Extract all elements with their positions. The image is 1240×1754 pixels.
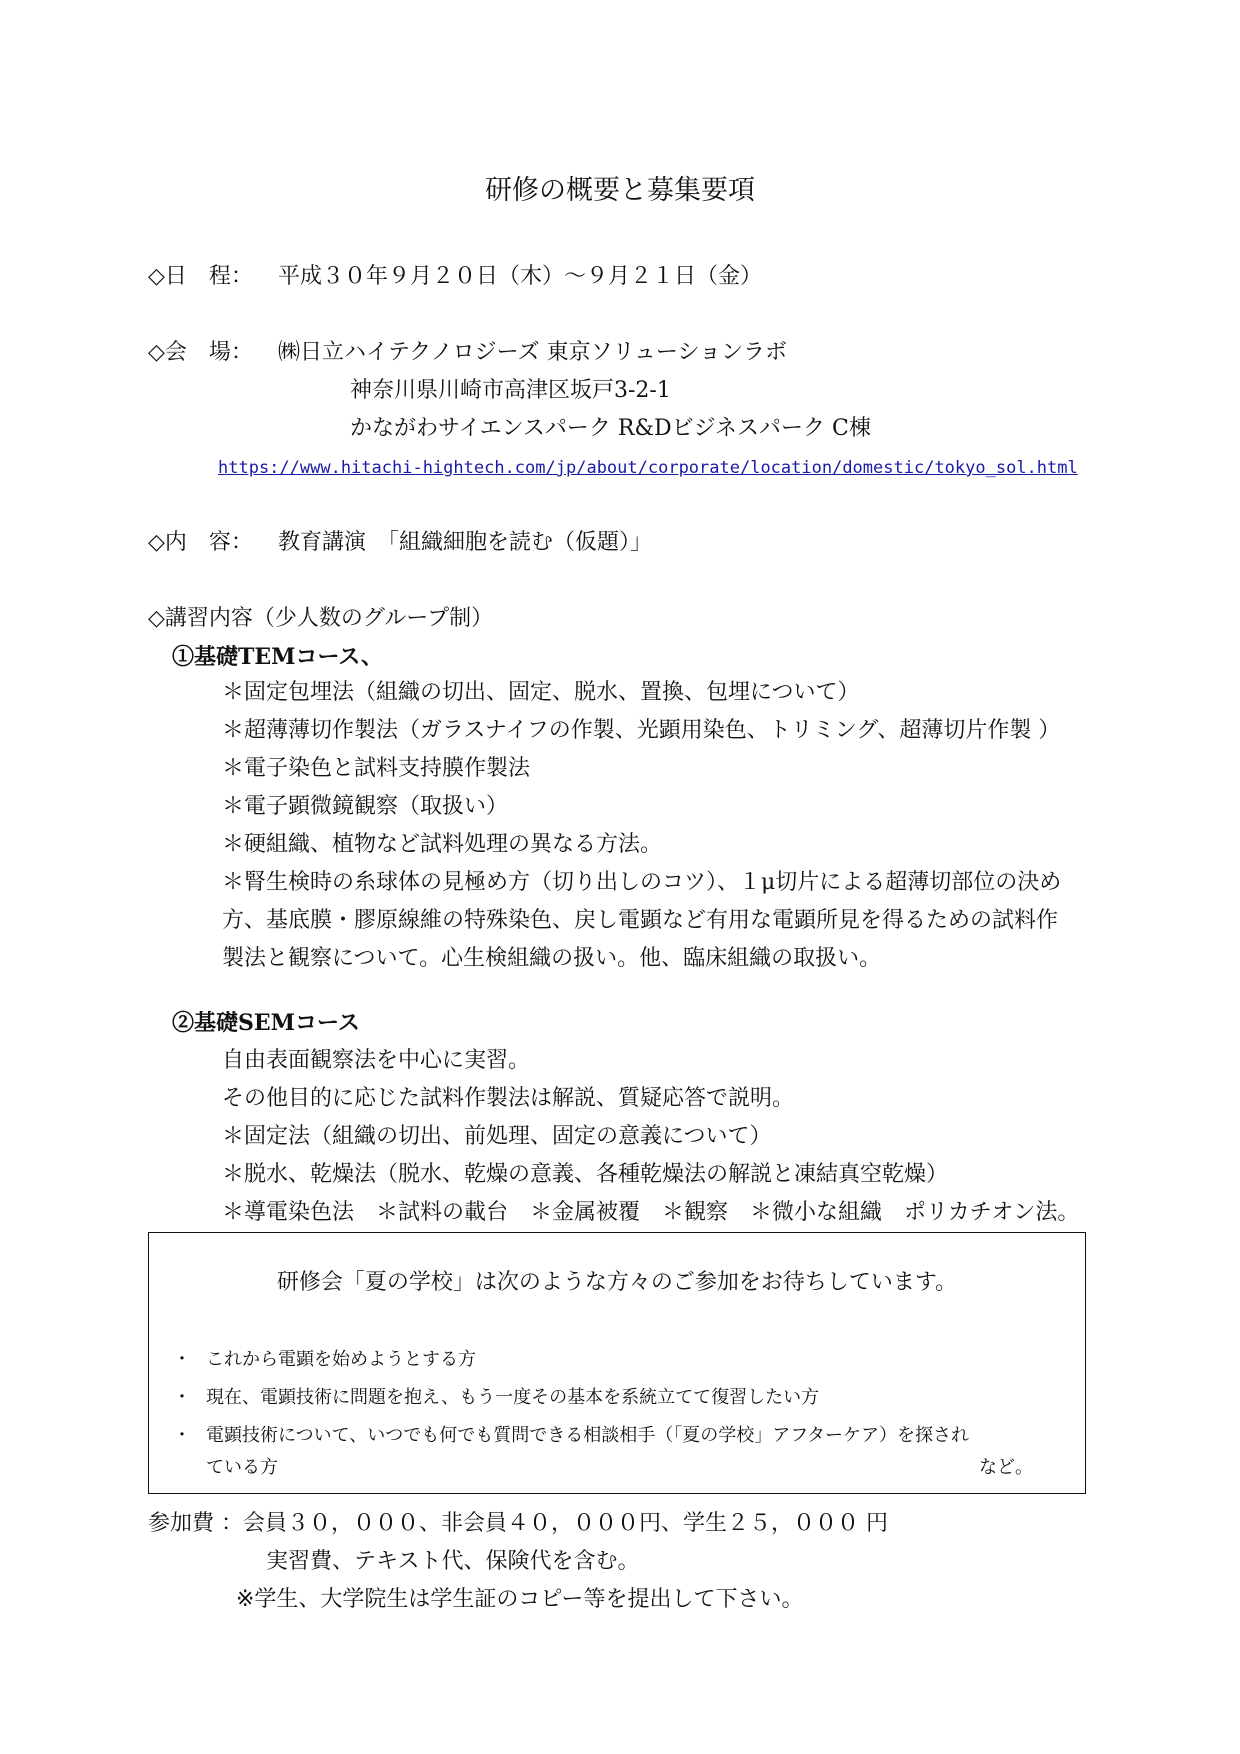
invitation-item <box>173 1421 969 1447</box>
sem-item: 自由表面観察法を中心に実習。 <box>222 1048 531 1073</box>
invitation-title: 研修会「夏の学校」は次のような方々のご参加をお待ちしています。 <box>276 1270 958 1295</box>
schedule-value: 平成３０年９月２０日（木）～９月２１日（金） <box>278 264 763 289</box>
invitation-item <box>173 1345 476 1371</box>
venue-label: ◇会 場： <box>148 340 253 365</box>
invitation-item-text: 電顕技術について、いつでも何でも質問できる相談相手（「夏の学校」アフターケア）を探され <box>206 1425 970 1446</box>
tem-item: ＊硬組織、植物など試料処理の異なる方法。 <box>222 832 663 857</box>
bullet-mark: ・ <box>173 1425 191 1446</box>
content-row <box>148 528 652 558</box>
bullet-mark: ・ <box>173 1349 191 1370</box>
fee-student-note: ※学生、大学院生は学生証のコピー等を提出して下さい。 <box>236 1587 804 1612</box>
sem-item: ＊固定法（組織の切出、前処理、固定の意義について） <box>222 1124 772 1149</box>
schedule-label: ◇日 程： <box>148 264 253 289</box>
sem-heading: ②基礎SEMコース <box>172 1010 360 1036</box>
tem-item: ＊電子染色と試料支持膜作製法 <box>222 756 531 781</box>
venue-url-row <box>218 452 1078 483</box>
tem-item: ＊超薄薄切作製法（ガラスナイフの作製、光顕用染色、トリミング、超薄切片作製 ） <box>222 718 1061 743</box>
tem-item: ＊電子顕微鏡観察（取扱い） <box>222 794 509 819</box>
venue-address: 神奈川県川崎市高津区坂戸3-2-1 <box>350 378 671 403</box>
sem-item: ＊脱水、乾燥法（脱水、乾燥の意義、各種乾燥法の解説と凍結真空乾燥） <box>222 1162 949 1187</box>
content-label: ◇内 容： <box>148 530 253 555</box>
fee-includes: 実習費、テキスト代、保険代を含む。 <box>266 1549 640 1574</box>
tem-item: ＊腎生検時の糸球体の見極め方（切り出しのコツ）、１μ切片による超薄切部位の決め <box>222 870 1062 895</box>
fee-line: 参加費 ：会員３０，０００、非会員４０，０００円、学生２５，０００ 円 <box>148 1511 888 1536</box>
invitation-tail: など。 <box>979 1457 1033 1478</box>
page-title: 研修の概要と募集要項 <box>485 175 755 206</box>
sem-item: ＊導電染色法 ＊試料の載台 ＊金属被覆 ＊観察 ＊微小な組織 ポリカチオン法。 <box>222 1200 1080 1225</box>
venue-row <box>148 338 787 368</box>
venue-name: ㈱日立ハイテクノロジーズ 東京ソリューションラボ <box>278 340 788 365</box>
content-value: 教育講演 「組織細胞を読む（仮題）」 <box>278 530 653 555</box>
course-header: ◇講習内容（少人数のグループ制） <box>148 606 494 631</box>
invitation-item-text: 現在、電顕技術に問題を抱え、もう一度その基本を系統立てて復習したい方 <box>206 1387 820 1408</box>
invitation-box <box>148 1232 1086 1494</box>
tem-item: 方、基底膜・膠原線維の特殊染色、戻し電顕など有用な電顕所見を得るための試料作 <box>222 908 1059 933</box>
invitation-item-text: これから電顕を始めようとする方 <box>206 1349 476 1370</box>
schedule-row <box>148 262 762 292</box>
tem-item: ＊固定包埋法（組織の切出、固定、脱水、置換、包埋について） <box>222 680 860 705</box>
tem-item: 製法と観察について。心生検組織の扱い。他、臨床組織の取扱い。 <box>222 946 882 971</box>
sem-item: その他目的に応じた試料作製法は解説、質疑応答で説明。 <box>222 1086 795 1111</box>
venue-building: かながわサイエンスパーク R&Dビジネスパーク C棟 <box>350 416 871 441</box>
bullet-mark: ・ <box>173 1387 191 1408</box>
tem-heading: ①基礎TEMコース、 <box>172 644 384 670</box>
invitation-item <box>173 1383 819 1409</box>
invitation-item-continuation: ている方 <box>206 1457 278 1478</box>
venue-url-link[interactable]: https://www.hitachi-hightech.com/jp/about/corporate/location/domestic/tokyo_sol.html <box>218 458 1078 478</box>
